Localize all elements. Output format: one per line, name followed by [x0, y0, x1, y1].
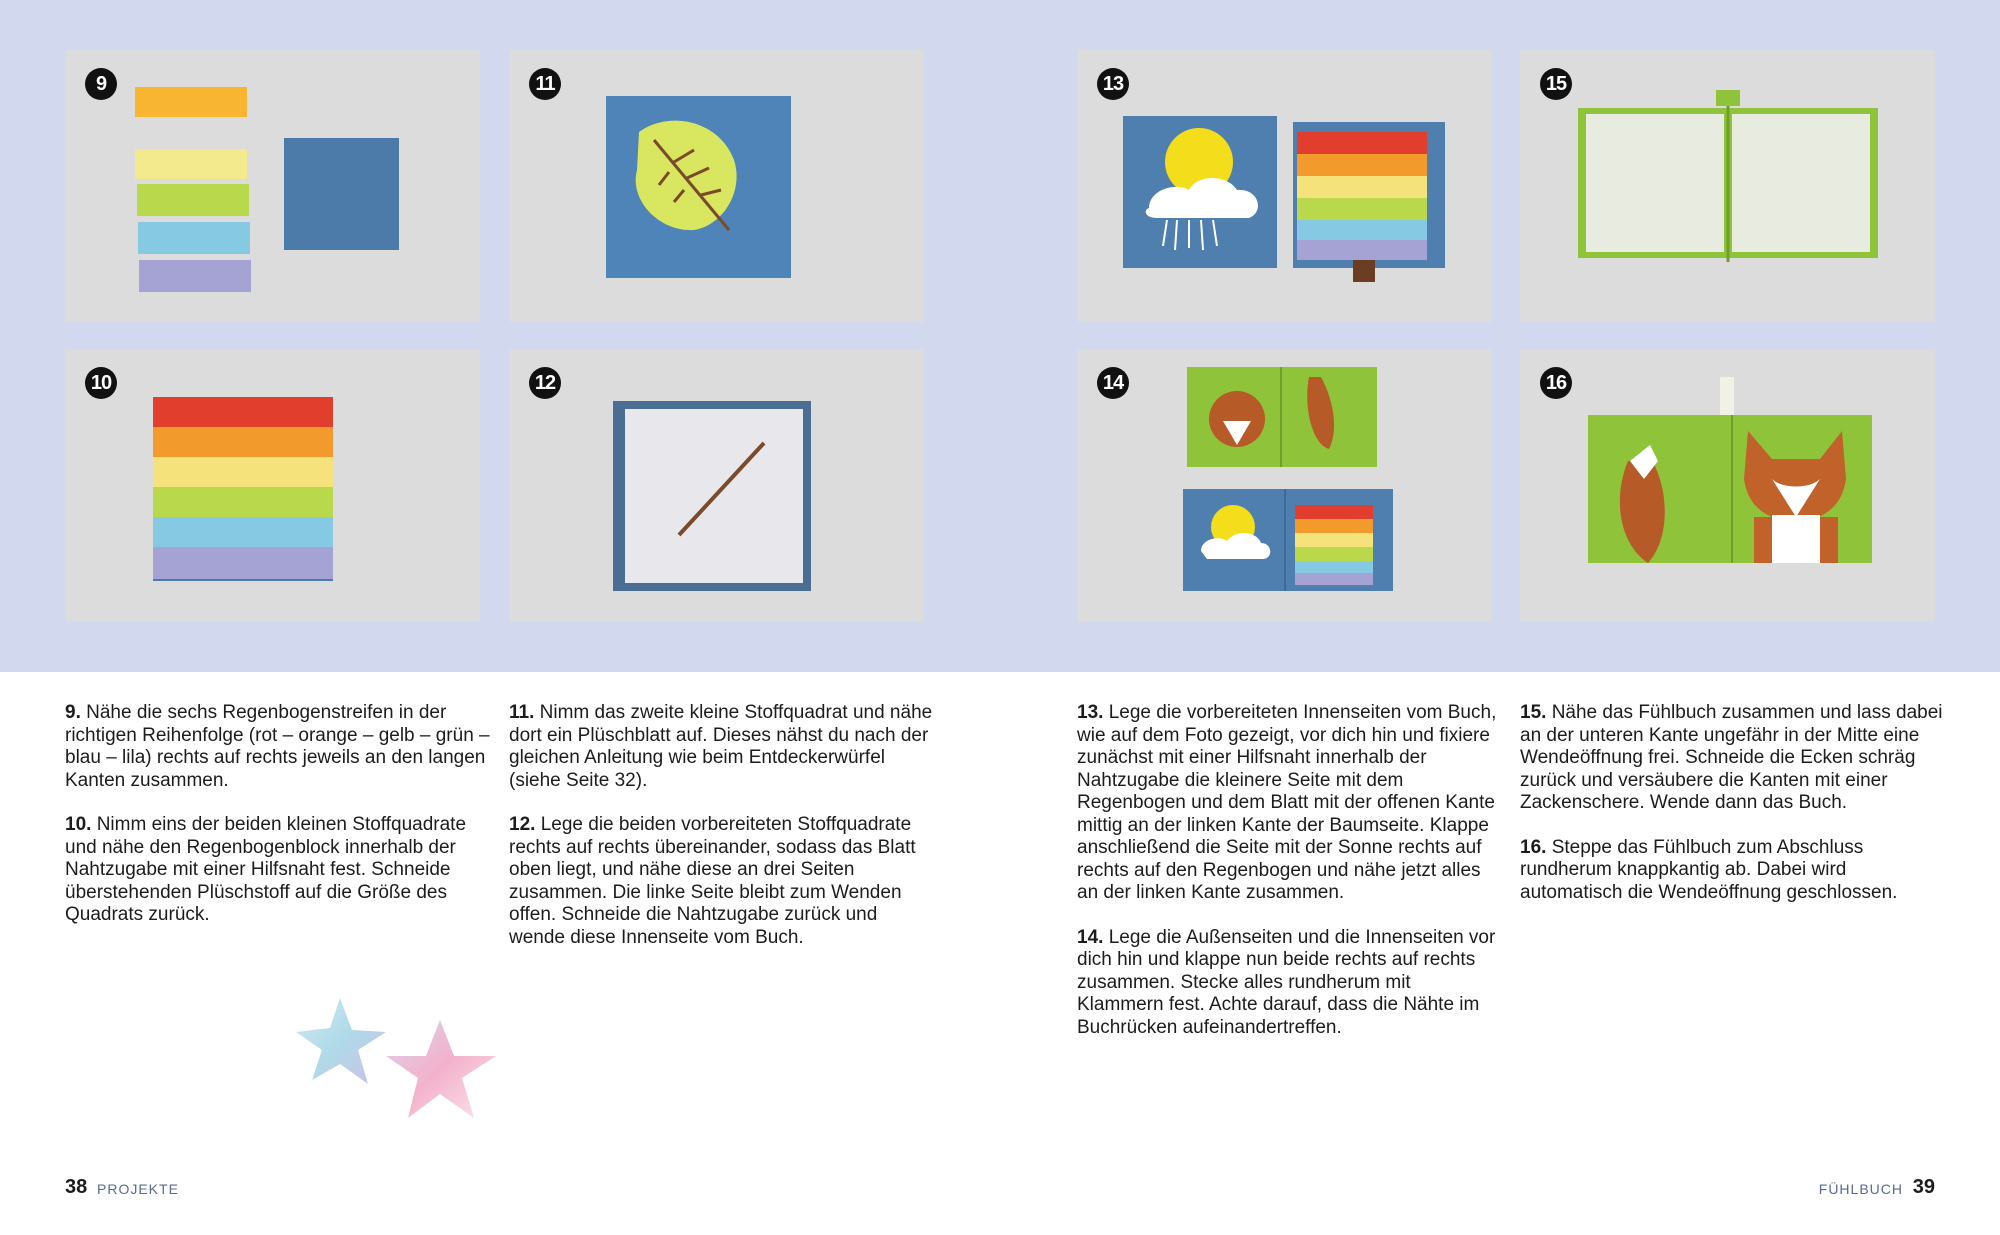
- step-badge-11: 11: [529, 68, 561, 100]
- step-11: 11. Nimm das zweite kleine Stoffquadrat und nähe dort ein Plüschblatt auf. Dieses nähst du nach der gleichen Anleitung wie beim Entdeckerwürfel (siehe Seite 32).: [509, 702, 933, 791]
- photo-step-12: [509, 349, 924, 621]
- step-badge-15: 15: [1540, 68, 1572, 100]
- fox-book-cover-photo: [1520, 349, 1935, 621]
- sun-and-rainbow-pages-photo: [1077, 50, 1492, 322]
- step-15: 15. Nähe das Fühlbuch zusammen und lass dabei an der unteren Kante ungefähr in der Mitte eine Wendeöffnung frei. Schneide die Ecken schräg zurück und versäubere die Kanten mit einer Zackenschere. Wende dann das Buch.: [1520, 702, 1943, 813]
- photo-step-11: [509, 50, 924, 322]
- leaf-square-photo: [509, 50, 924, 322]
- step-badge-13: 13: [1097, 68, 1129, 100]
- section-label-right: FÜHLBUCH: [1818, 1181, 1903, 1197]
- text-column-3: [1077, 702, 1502, 1061]
- step-9: 9. Nähe die sechs Regenbogenstreifen in der richtigen Reihenfolge (rot – orange – gelb – grün – blau – lila) rechts auf rechts jeweils an den langen Kanten zusammen.: [65, 702, 490, 791]
- photo-step-15: [1520, 50, 1935, 322]
- rainbow-block-photo: [65, 349, 480, 621]
- step-10: 10. Nimm eins der beiden kleinen Stoffquadrate und nähe den Regenbogenblock innerhalb der Nahtzugabe mit einer Hilfsnaht fest. Schneide überstehenden Plüschstoff auf die Größe des Quadrats zurück.: [65, 814, 467, 925]
- text-column-1: [65, 702, 490, 949]
- step-12: 12. Lege die beiden vorbereiteten Stoffquadrate rechts auf rechts übereinander, sodass das Blatt oben liegt, und nähe diese an drei Seiten zusammen. Die linke Seite bleibt zum Wenden offen. Schneide die Nahtzugabe zurück und wende diese Innenseite vom Buch.: [509, 814, 916, 948]
- photo-step-10: [65, 349, 480, 621]
- text-column-4: [1520, 702, 1945, 926]
- rainbow-strips-photo: [65, 50, 480, 322]
- page-number-right: 39: [1912, 1176, 1935, 1198]
- step-badge-16: 16: [1540, 367, 1572, 399]
- text-column-2: [509, 702, 934, 971]
- photo-step-16: [1520, 349, 1935, 621]
- step-13: 13. Lege die vorbereiteten Innenseiten vom Buch, wie auf dem Foto gezeigt, vor dich hin und fixiere zunächst mit einer Hilfsnaht innerhalb der Nahtzugabe die kleinere Seite mit dem Regenbogen und dem Blatt mit der offenen Kante mittig an der linken Kante der Baumseite. Klappe anschließend die Seite mit der Sonne rechts auf rechts auf den Regenbogen und nähe jetzt alles an der linken Kante zusammen.: [1077, 702, 1497, 903]
- step-14: 14. Lege die Außenseiten und die Innenseiten vor dich hin und klappe nun beide rechts auf rechts zusammen. Stecke alles rundherum mit Klammern fest. Achte darauf, dass die Nähte im Buchrücken aufeinandertreffen.: [1077, 926, 1496, 1038]
- photo-step-9: [65, 50, 480, 322]
- step-badge-9: 9: [85, 68, 117, 100]
- fox-and-sun-pages-photo: [1077, 349, 1492, 621]
- photo-step-13: [1077, 50, 1492, 322]
- step-badge-10: 10: [85, 367, 117, 399]
- page-number-left: 38: [65, 1176, 88, 1198]
- photo-step-14: [1077, 349, 1492, 621]
- section-label-left: PROJEKTE: [97, 1181, 179, 1197]
- decorative-stars-icon: [290, 990, 530, 1140]
- step-16: 16. Steppe das Fühlbuch zum Abschluss rundherum knappkantig ab. Dabei wird automatisch die Wendeöffnung geschlossen.: [1520, 836, 1898, 903]
- felt-square-photo: [509, 349, 924, 621]
- fleece-inner-book-photo: [1520, 50, 1935, 322]
- step-badge-12: 12: [529, 367, 561, 399]
- step-badge-14: 14: [1097, 367, 1129, 399]
